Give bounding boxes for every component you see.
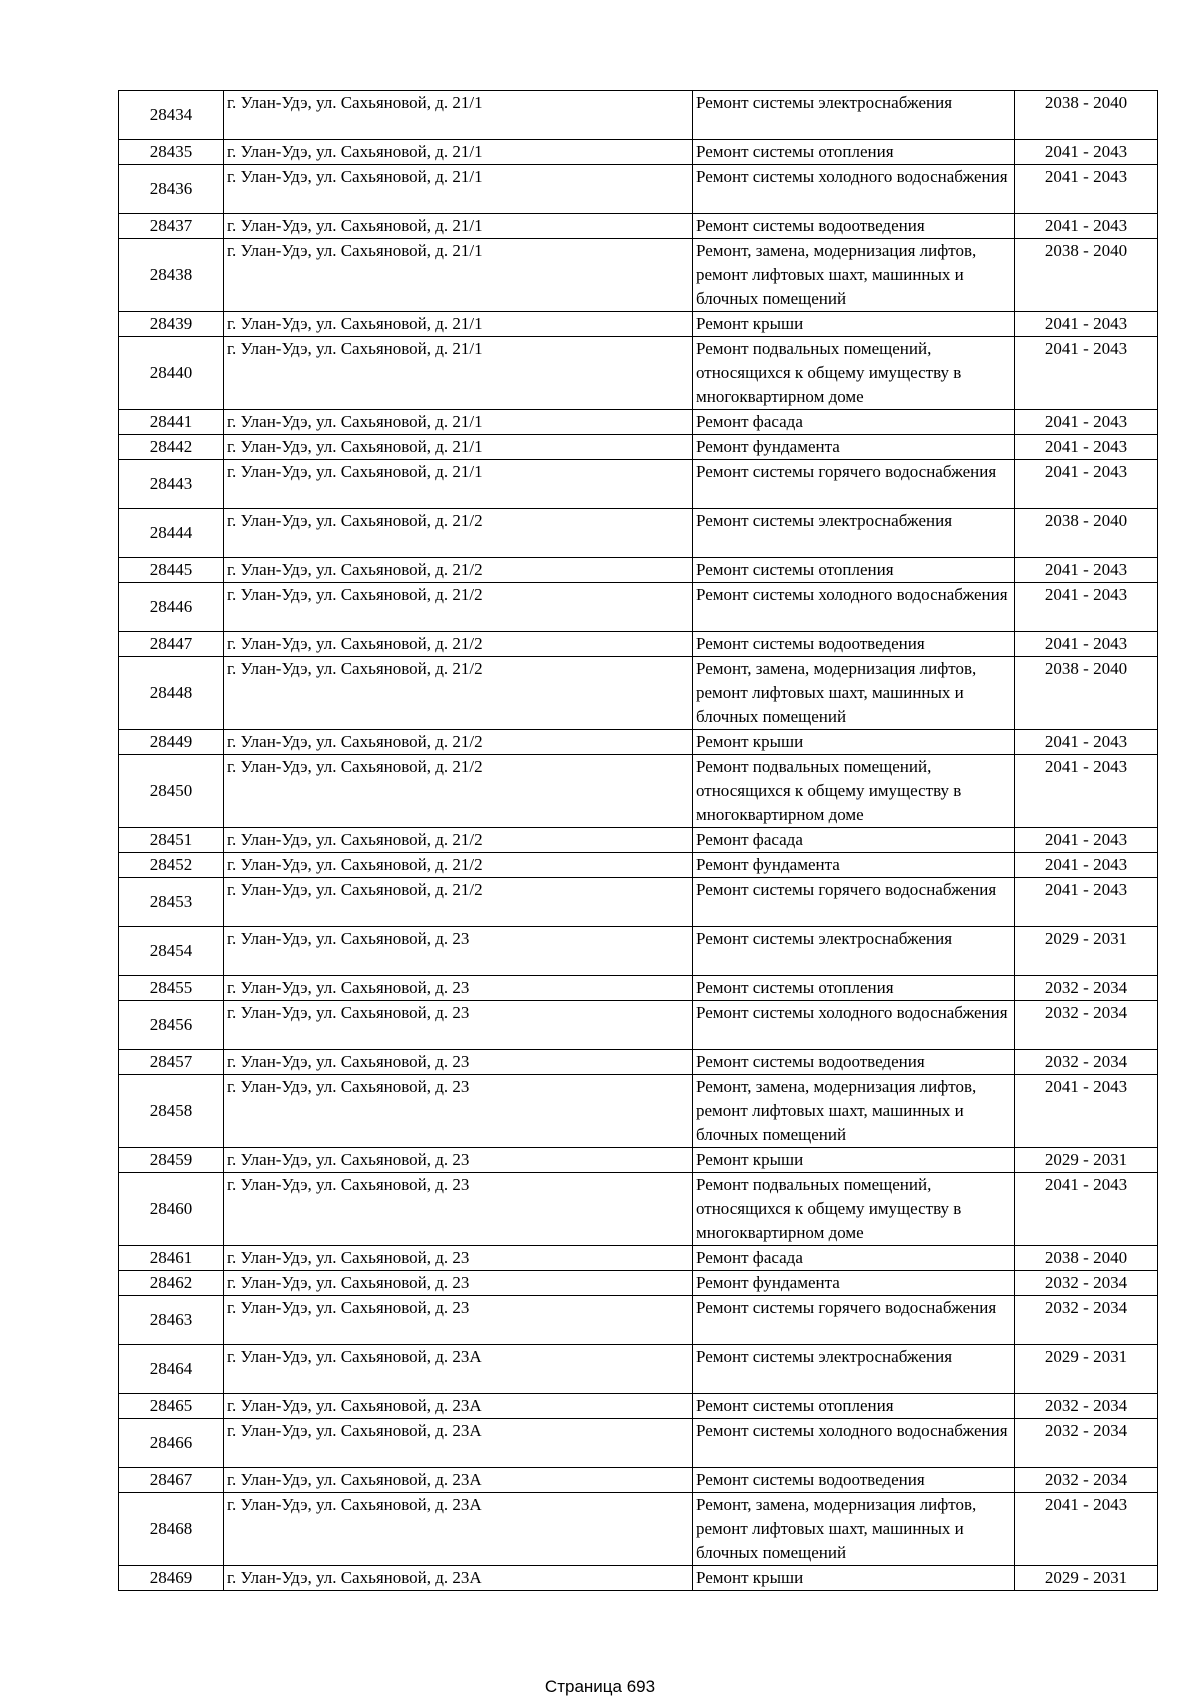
period-cell: 2041 - 2043 <box>1015 755 1158 828</box>
period-cell: 2038 - 2040 <box>1015 657 1158 730</box>
table-row <box>119 1148 1158 1173</box>
table-row <box>119 927 1158 976</box>
row-id-cell: 28435 <box>119 140 224 165</box>
table-row <box>119 312 1158 337</box>
period-cell: 2038 - 2040 <box>1015 1246 1158 1271</box>
row-id-cell: 28454 <box>119 927 224 976</box>
address-cell: г. Улан-Удэ, ул. Сахьяновой, д. 21/1 <box>224 214 693 239</box>
row-id-cell: 28458 <box>119 1075 224 1148</box>
page-number: Страница 693 <box>544 1677 656 1696</box>
period-cell: 2041 - 2043 <box>1015 878 1158 927</box>
address-cell: г. Улан-Удэ, ул. Сахьяновой, д. 23 <box>224 1271 693 1296</box>
row-id-cell: 28460 <box>119 1173 224 1246</box>
work-type-cell: Ремонт подвальных помещений, относящихся к общему имуществу в многоквартирном доме <box>693 1173 1015 1246</box>
table-row <box>119 730 1158 755</box>
work-type-cell: Ремонт фасада <box>693 1246 1015 1271</box>
work-type-cell: Ремонт крыши <box>693 1148 1015 1173</box>
address-cell: г. Улан-Удэ, ул. Сахьяновой, д. 23 <box>224 1296 693 1345</box>
period-cell: 2032 - 2034 <box>1015 1050 1158 1075</box>
table-row <box>119 435 1158 460</box>
work-type-cell: Ремонт системы водоотведения <box>693 214 1015 239</box>
period-cell: 2041 - 2043 <box>1015 410 1158 435</box>
work-type-cell: Ремонт системы отопления <box>693 976 1015 1001</box>
table-row <box>119 1566 1158 1591</box>
row-id-cell: 28445 <box>119 558 224 583</box>
address-cell: г. Улан-Удэ, ул. Сахьяновой, д. 23 <box>224 1075 693 1148</box>
row-id-cell: 28466 <box>119 1419 224 1468</box>
period-cell: 2032 - 2034 <box>1015 1419 1158 1468</box>
address-cell: г. Улан-Удэ, ул. Сахьяновой, д. 21/2 <box>224 583 693 632</box>
period-cell: 2032 - 2034 <box>1015 1296 1158 1345</box>
work-type-cell: Ремонт системы горячего водоснабжения <box>693 460 1015 509</box>
row-id-cell: 28440 <box>119 337 224 410</box>
period-cell: 2041 - 2043 <box>1015 435 1158 460</box>
row-id-cell: 28437 <box>119 214 224 239</box>
address-cell: г. Улан-Удэ, ул. Сахьяновой, д. 21/1 <box>224 140 693 165</box>
period-cell: 2032 - 2034 <box>1015 1468 1158 1493</box>
work-type-cell: Ремонт системы отопления <box>693 1394 1015 1419</box>
address-cell: г. Улан-Удэ, ул. Сахьяновой, д. 23 <box>224 1148 693 1173</box>
row-id-cell: 28463 <box>119 1296 224 1345</box>
row-id-cell: 28465 <box>119 1394 224 1419</box>
work-type-cell: Ремонт, замена, модернизация лифтов, ремонт лифтовых шахт, машинных и блочных помещений <box>693 657 1015 730</box>
table-row <box>119 410 1158 435</box>
address-cell: г. Улан-Удэ, ул. Сахьяновой, д. 21/1 <box>224 91 693 140</box>
address-cell: г. Улан-Удэ, ул. Сахьяновой, д. 23А <box>224 1493 693 1566</box>
work-type-cell: Ремонт крыши <box>693 312 1015 337</box>
work-type-cell: Ремонт системы водоотведения <box>693 632 1015 657</box>
address-cell: г. Улан-Удэ, ул. Сахьяновой, д. 23 <box>224 976 693 1001</box>
address-cell: г. Улан-Удэ, ул. Сахьяновой, д. 21/1 <box>224 312 693 337</box>
work-type-cell: Ремонт системы водоотведения <box>693 1468 1015 1493</box>
period-cell: 2041 - 2043 <box>1015 337 1158 410</box>
period-cell: 2041 - 2043 <box>1015 214 1158 239</box>
row-id-cell: 28469 <box>119 1566 224 1591</box>
repair-schedule-table <box>118 90 1158 1591</box>
work-type-cell: Ремонт системы электроснабжения <box>693 927 1015 976</box>
address-cell: г. Улан-Удэ, ул. Сахьяновой, д. 21/2 <box>224 828 693 853</box>
period-cell: 2032 - 2034 <box>1015 976 1158 1001</box>
table-row <box>119 1246 1158 1271</box>
table-row <box>119 1493 1158 1566</box>
period-cell: 2041 - 2043 <box>1015 1075 1158 1148</box>
period-cell: 2032 - 2034 <box>1015 1001 1158 1050</box>
address-cell: г. Улан-Удэ, ул. Сахьяновой, д. 23 <box>224 1001 693 1050</box>
table-row <box>119 976 1158 1001</box>
work-type-cell: Ремонт фундамента <box>693 435 1015 460</box>
table-row <box>119 214 1158 239</box>
row-id-cell: 28467 <box>119 1468 224 1493</box>
address-cell: г. Улан-Удэ, ул. Сахьяновой, д. 21/2 <box>224 657 693 730</box>
period-cell: 2041 - 2043 <box>1015 730 1158 755</box>
work-type-cell: Ремонт системы горячего водоснабжения <box>693 1296 1015 1345</box>
table-row <box>119 140 1158 165</box>
table-row <box>119 1075 1158 1148</box>
row-id-cell: 28449 <box>119 730 224 755</box>
table-row <box>119 509 1158 558</box>
address-cell: г. Улан-Удэ, ул. Сахьяновой, д. 21/2 <box>224 755 693 828</box>
address-cell: г. Улан-Удэ, ул. Сахьяновой, д. 21/2 <box>224 558 693 583</box>
work-type-cell: Ремонт системы холодного водоснабжения <box>693 583 1015 632</box>
address-cell: г. Улан-Удэ, ул. Сахьяновой, д. 21/1 <box>224 239 693 312</box>
table-row <box>119 632 1158 657</box>
row-id-cell: 28456 <box>119 1001 224 1050</box>
row-id-cell: 28461 <box>119 1246 224 1271</box>
address-cell: г. Улан-Удэ, ул. Сахьяновой, д. 23 <box>224 927 693 976</box>
row-id-cell: 28434 <box>119 91 224 140</box>
table-row <box>119 1050 1158 1075</box>
table-row <box>119 1345 1158 1394</box>
period-cell: 2029 - 2031 <box>1015 927 1158 976</box>
period-cell: 2032 - 2034 <box>1015 1394 1158 1419</box>
period-cell: 2041 - 2043 <box>1015 632 1158 657</box>
address-cell: г. Улан-Удэ, ул. Сахьяновой, д. 23 <box>224 1173 693 1246</box>
row-id-cell: 28468 <box>119 1493 224 1566</box>
row-id-cell: 28441 <box>119 410 224 435</box>
table-row <box>119 755 1158 828</box>
period-cell: 2038 - 2040 <box>1015 509 1158 558</box>
table-body <box>119 91 1158 1591</box>
row-id-cell: 28439 <box>119 312 224 337</box>
row-id-cell: 28443 <box>119 460 224 509</box>
table-row <box>119 91 1158 140</box>
address-cell: г. Улан-Удэ, ул. Сахьяновой, д. 21/2 <box>224 878 693 927</box>
address-cell: г. Улан-Удэ, ул. Сахьяновой, д. 23А <box>224 1566 693 1591</box>
row-id-cell: 28455 <box>119 976 224 1001</box>
table-row <box>119 1394 1158 1419</box>
row-id-cell: 28436 <box>119 165 224 214</box>
work-type-cell: Ремонт фундамента <box>693 1271 1015 1296</box>
row-id-cell: 28464 <box>119 1345 224 1394</box>
table-row <box>119 1296 1158 1345</box>
table-row <box>119 657 1158 730</box>
period-cell: 2041 - 2043 <box>1015 558 1158 583</box>
period-cell: 2041 - 2043 <box>1015 140 1158 165</box>
period-cell: 2041 - 2043 <box>1015 312 1158 337</box>
row-id-cell: 28442 <box>119 435 224 460</box>
work-type-cell: Ремонт системы электроснабжения <box>693 91 1015 140</box>
table-row <box>119 239 1158 312</box>
work-type-cell: Ремонт системы электроснабжения <box>693 509 1015 558</box>
period-cell: 2032 - 2034 <box>1015 1271 1158 1296</box>
work-type-cell: Ремонт фасада <box>693 828 1015 853</box>
address-cell: г. Улан-Удэ, ул. Сахьяновой, д. 21/1 <box>224 165 693 214</box>
work-type-cell: Ремонт крыши <box>693 730 1015 755</box>
table-row <box>119 558 1158 583</box>
address-cell: г. Улан-Удэ, ул. Сахьяновой, д. 21/1 <box>224 410 693 435</box>
row-id-cell: 28457 <box>119 1050 224 1075</box>
period-cell: 2041 - 2043 <box>1015 165 1158 214</box>
address-cell: г. Улан-Удэ, ул. Сахьяновой, д. 21/2 <box>224 509 693 558</box>
address-cell: г. Улан-Удэ, ул. Сахьяновой, д. 21/1 <box>224 460 693 509</box>
address-cell: г. Улан-Удэ, ул. Сахьяновой, д. 21/1 <box>224 337 693 410</box>
row-id-cell: 28452 <box>119 853 224 878</box>
work-type-cell: Ремонт системы горячего водоснабжения <box>693 878 1015 927</box>
work-type-cell: Ремонт системы отопления <box>693 140 1015 165</box>
period-cell: 2029 - 2031 <box>1015 1566 1158 1591</box>
address-cell: г. Улан-Удэ, ул. Сахьяновой, д. 21/2 <box>224 632 693 657</box>
period-cell: 2038 - 2040 <box>1015 91 1158 140</box>
work-type-cell: Ремонт крыши <box>693 1566 1015 1591</box>
work-type-cell: Ремонт подвальных помещений, относящихся к общему имуществу в многоквартирном доме <box>693 337 1015 410</box>
address-cell: г. Улан-Удэ, ул. Сахьяновой, д. 21/2 <box>224 853 693 878</box>
work-type-cell: Ремонт, замена, модернизация лифтов, ремонт лифтовых шахт, машинных и блочных помещений <box>693 1493 1015 1566</box>
address-cell: г. Улан-Удэ, ул. Сахьяновой, д. 23А <box>224 1394 693 1419</box>
period-cell: 2041 - 2043 <box>1015 460 1158 509</box>
work-type-cell: Ремонт подвальных помещений, относящихся к общему имуществу в многоквартирном доме <box>693 755 1015 828</box>
work-type-cell: Ремонт системы электроснабжения <box>693 1345 1015 1394</box>
address-cell: г. Улан-Удэ, ул. Сахьяновой, д. 23А <box>224 1345 693 1394</box>
period-cell: 2041 - 2043 <box>1015 828 1158 853</box>
table-row <box>119 460 1158 509</box>
row-id-cell: 28459 <box>119 1148 224 1173</box>
address-cell: г. Улан-Удэ, ул. Сахьяновой, д. 21/1 <box>224 435 693 460</box>
row-id-cell: 28451 <box>119 828 224 853</box>
period-cell: 2041 - 2043 <box>1015 1173 1158 1246</box>
row-id-cell: 28446 <box>119 583 224 632</box>
table-row <box>119 1001 1158 1050</box>
table-row <box>119 1271 1158 1296</box>
table-row <box>119 828 1158 853</box>
table-row <box>119 1419 1158 1468</box>
table-row <box>119 583 1158 632</box>
period-cell: 2041 - 2043 <box>1015 853 1158 878</box>
period-cell: 2041 - 2043 <box>1015 1493 1158 1566</box>
work-type-cell: Ремонт системы холодного водоснабжения <box>693 1001 1015 1050</box>
work-type-cell: Ремонт системы холодного водоснабжения <box>693 1419 1015 1468</box>
work-type-cell: Ремонт, замена, модернизация лифтов, ремонт лифтовых шахт, машинных и блочных помещений <box>693 239 1015 312</box>
work-type-cell: Ремонт системы водоотведения <box>693 1050 1015 1075</box>
row-id-cell: 28448 <box>119 657 224 730</box>
period-cell: 2038 - 2040 <box>1015 239 1158 312</box>
address-cell: г. Улан-Удэ, ул. Сахьяновой, д. 23 <box>224 1050 693 1075</box>
table-row <box>119 878 1158 927</box>
work-type-cell: Ремонт, замена, модернизация лифтов, ремонт лифтовых шахт, машинных и блочных помещений <box>693 1075 1015 1148</box>
period-cell: 2029 - 2031 <box>1015 1148 1158 1173</box>
address-cell: г. Улан-Удэ, ул. Сахьяновой, д. 23 <box>224 1246 693 1271</box>
address-cell: г. Улан-Удэ, ул. Сахьяновой, д. 23А <box>224 1419 693 1468</box>
table-row <box>119 165 1158 214</box>
table-row <box>119 1468 1158 1493</box>
row-id-cell: 28447 <box>119 632 224 657</box>
row-id-cell: 28444 <box>119 509 224 558</box>
period-cell: 2041 - 2043 <box>1015 583 1158 632</box>
work-type-cell: Ремонт системы холодного водоснабжения <box>693 165 1015 214</box>
row-id-cell: 28462 <box>119 1271 224 1296</box>
work-type-cell: Ремонт системы отопления <box>693 558 1015 583</box>
work-type-cell: Ремонт фундамента <box>693 853 1015 878</box>
table-row <box>119 337 1158 410</box>
row-id-cell: 28453 <box>119 878 224 927</box>
row-id-cell: 28438 <box>119 239 224 312</box>
table-row <box>119 853 1158 878</box>
table-row <box>119 1173 1158 1246</box>
address-cell: г. Улан-Удэ, ул. Сахьяновой, д. 23А <box>224 1468 693 1493</box>
address-cell: г. Улан-Удэ, ул. Сахьяновой, д. 21/2 <box>224 730 693 755</box>
row-id-cell: 28450 <box>119 755 224 828</box>
work-type-cell: Ремонт фасада <box>693 410 1015 435</box>
period-cell: 2029 - 2031 <box>1015 1345 1158 1394</box>
